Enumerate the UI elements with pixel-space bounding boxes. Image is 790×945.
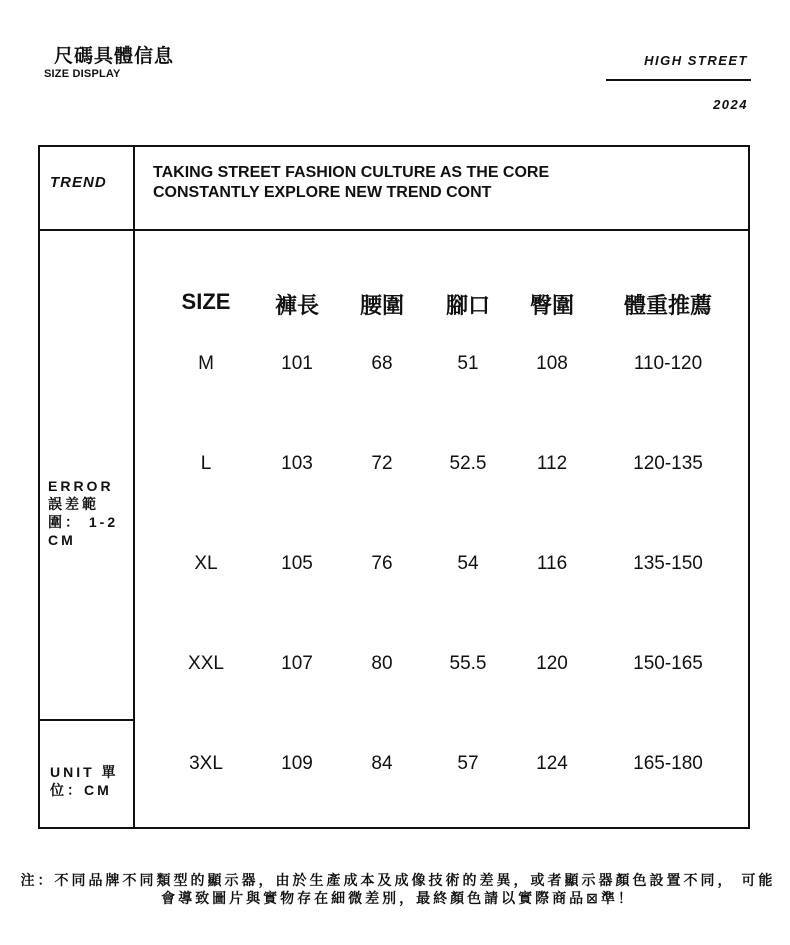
cell-hem: 54 (457, 553, 479, 574)
header-waist: 腰圍 (359, 293, 404, 318)
header-weight: 體重推薦 (623, 293, 712, 318)
cell-hem: 55.5 (449, 653, 487, 674)
cell-length: 109 (281, 753, 313, 774)
cell-hem: 52.5 (449, 453, 487, 474)
left-column-divider (133, 147, 135, 827)
cell-weight: 165-180 (633, 753, 703, 774)
cell-hip: 108 (536, 353, 568, 374)
cell-hip: 112 (536, 453, 568, 474)
header-size: SIZE (181, 289, 231, 314)
cell-hip: 116 (536, 553, 568, 574)
size-title-en: SIZE DISPLAY (44, 68, 121, 80)
cell-hip: 120 (536, 653, 568, 674)
header-hem: 腳口 (445, 293, 490, 318)
cell-weight: 120-135 (633, 453, 703, 474)
cell-length: 101 (281, 353, 313, 374)
cell-hem: 51 (457, 353, 479, 374)
unit-divider (40, 719, 134, 721)
cell-size: XL (194, 553, 218, 574)
cell-size: 3XL (189, 753, 223, 774)
cell-waist: 84 (371, 753, 393, 774)
cell-size: M (198, 353, 214, 374)
footnote: 注：不同品牌不同類型的顯示器，由於生產成本及成像技術的差異，或者顯示器顏色設置不同， 可能會導致圖片與實物存在細微差別，最終顏色請以實際商品⊠準！ (20, 872, 776, 906)
cell-size: XXL (188, 653, 224, 674)
cell-waist: 76 (371, 553, 393, 574)
cell-length: 103 (281, 453, 313, 474)
header-hip: 臀圍 (529, 293, 574, 318)
error-note: ERROR 誤差範圍： 1-2CM (48, 478, 119, 548)
cell-waist: 68 (371, 353, 393, 374)
cell-waist: 80 (371, 653, 393, 674)
brand-label: HIGH STREET (644, 53, 748, 68)
slogan (153, 163, 549, 203)
slogan-line-2: CONSTANTLY EXPLORE NEW TREND CONT (153, 184, 492, 201)
cell-weight: 110-120 (633, 353, 703, 374)
banner-divider (40, 229, 748, 231)
cell-length: 105 (281, 553, 313, 574)
size-title-cn: 尺碼具體信息 (54, 46, 175, 67)
year-label: 2024 (713, 97, 748, 112)
cell-waist: 72 (371, 453, 393, 474)
header-length: 褲長 (274, 293, 319, 318)
trend-label: TREND (50, 174, 107, 191)
cell-weight: 150-165 (633, 653, 703, 674)
cell-hip: 124 (536, 753, 568, 774)
size-chart-frame (38, 145, 750, 829)
slogan-line-1: TAKING STREET FASHION CULTURE AS THE CORE (153, 164, 550, 181)
cell-size: L (200, 453, 212, 474)
cell-weight: 135-150 (633, 553, 703, 574)
brand-underline (606, 79, 751, 81)
cell-length: 107 (281, 653, 313, 674)
cell-hem: 57 (457, 753, 479, 774)
unit-note: UNIT 單位：CM (50, 764, 119, 798)
